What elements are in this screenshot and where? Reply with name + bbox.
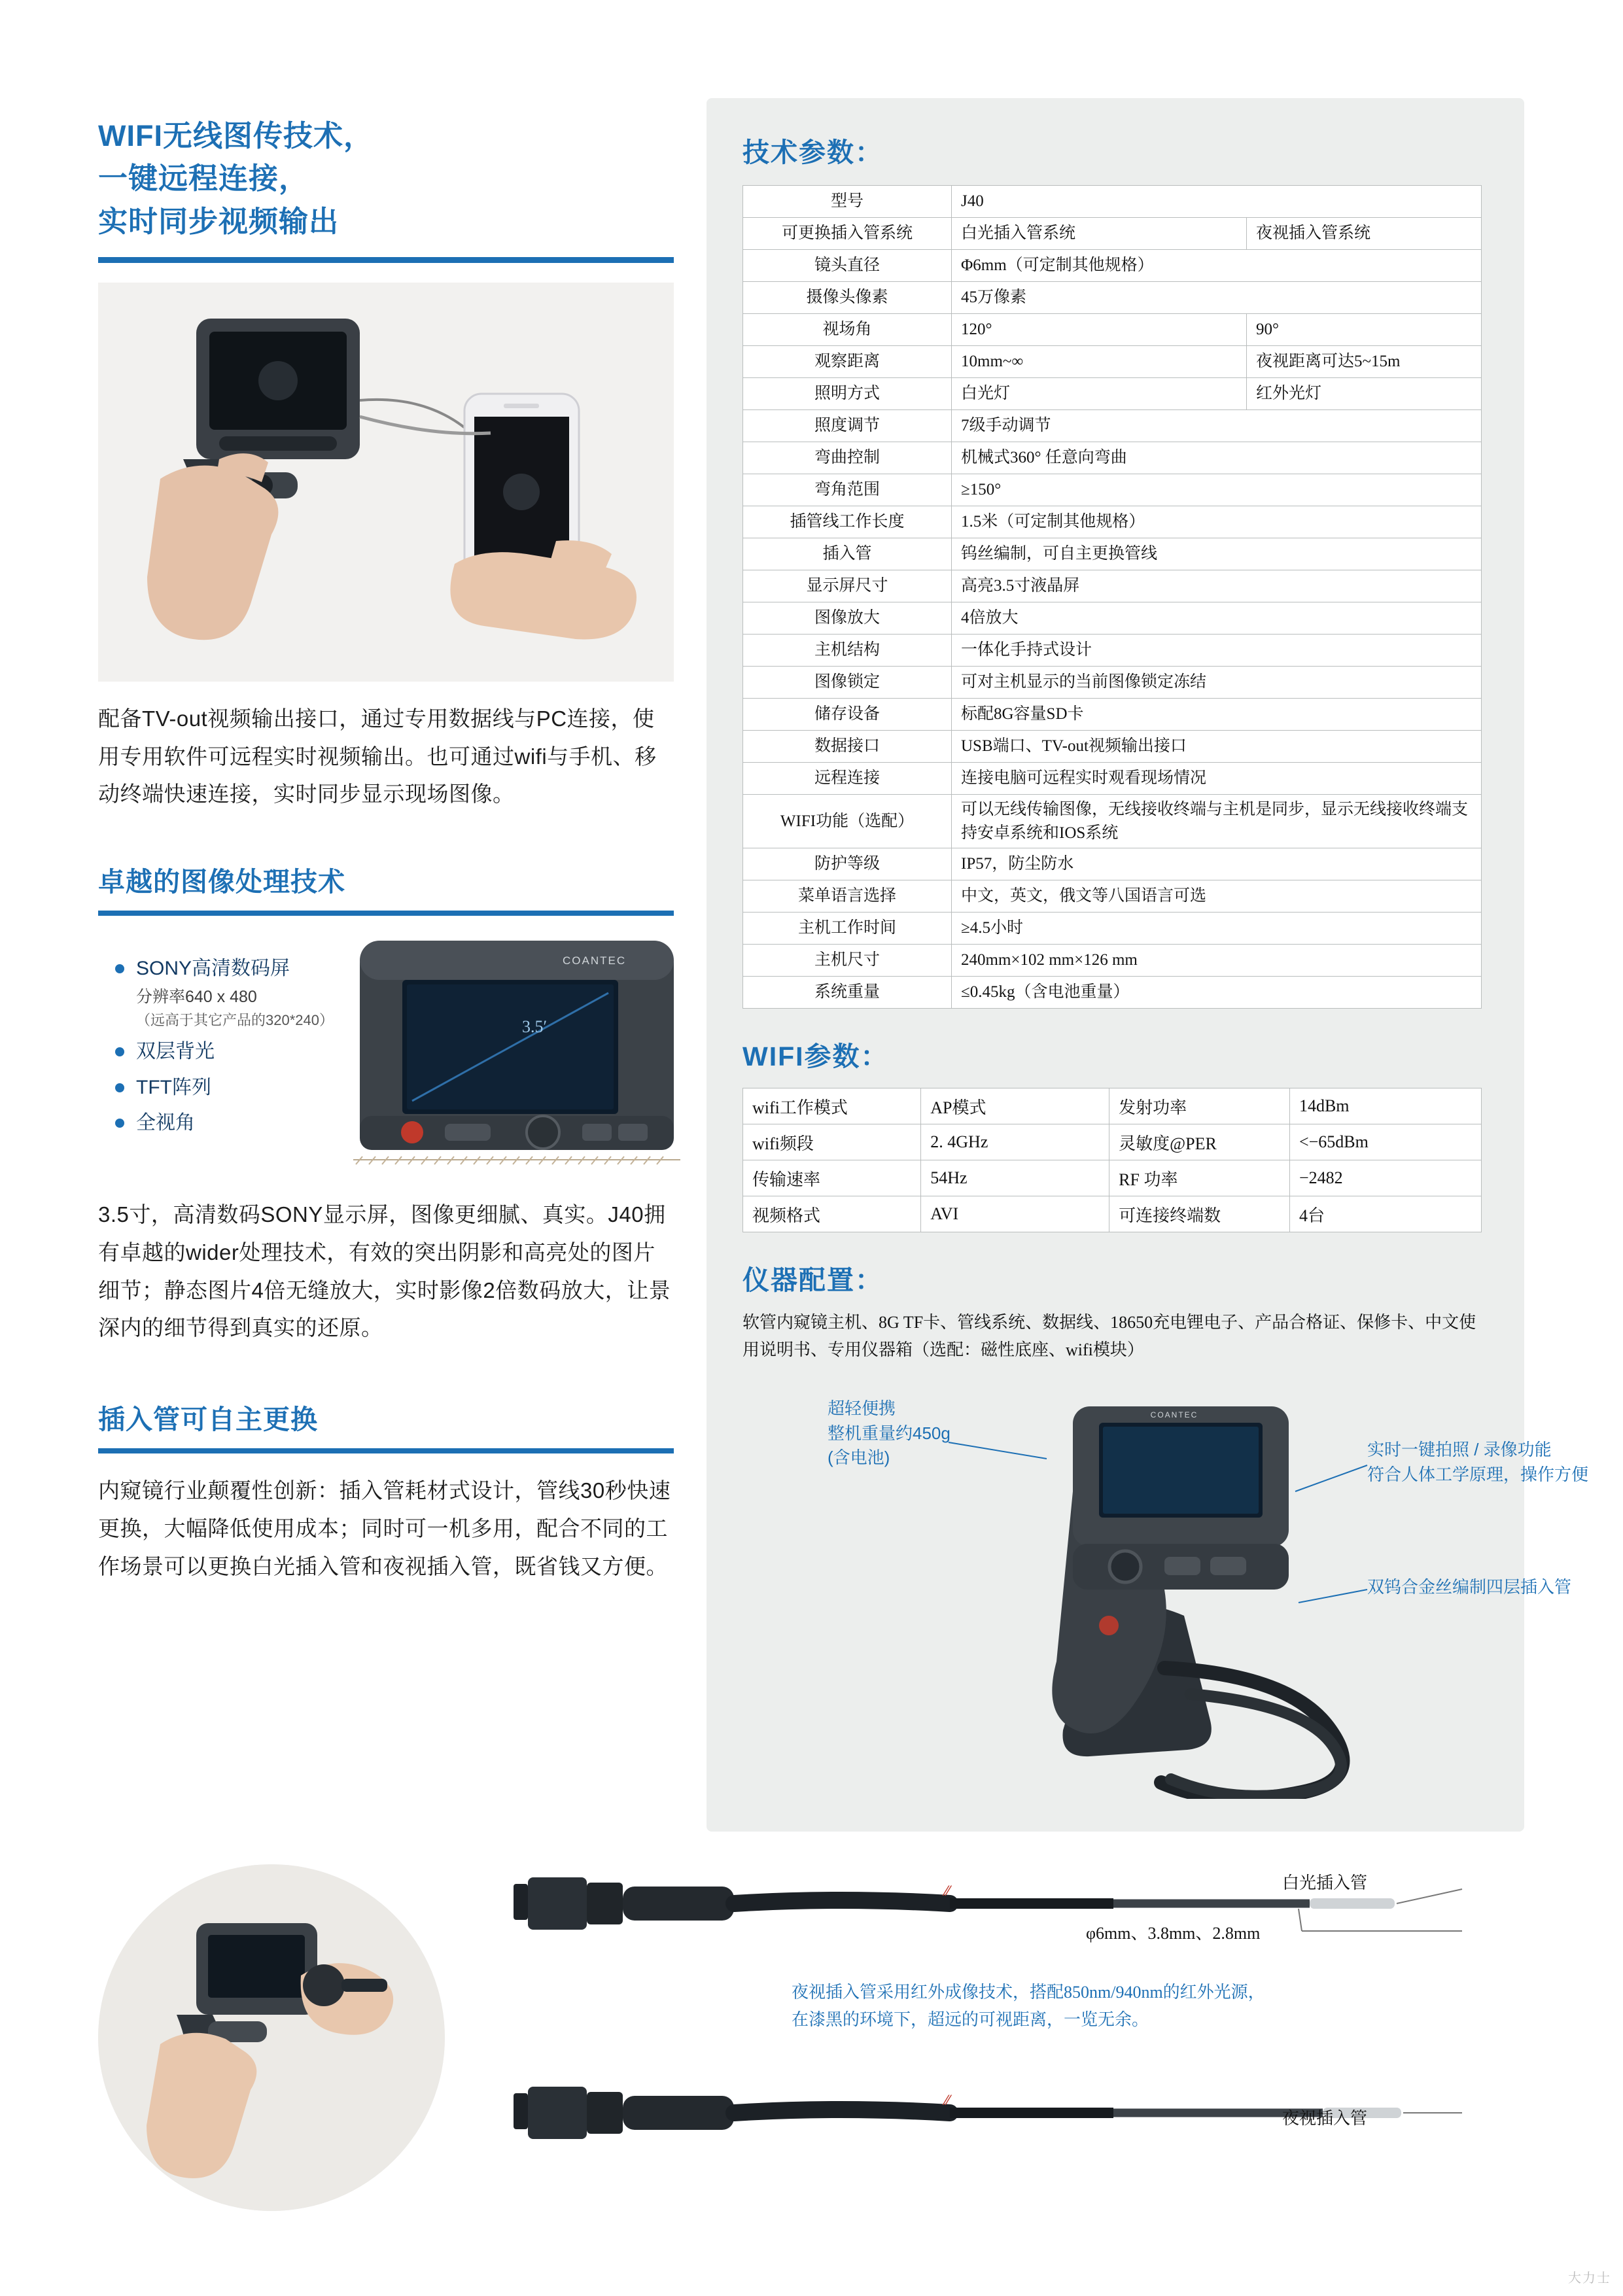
wifi-key-2: 可连接终端数 [1109, 1196, 1290, 1232]
table-row [743, 913, 1482, 945]
bullet-label: 双层背光 [136, 1041, 215, 1063]
spec-value: J40 [952, 186, 1482, 218]
table-row [743, 186, 1482, 218]
svg-text:COANTEC: COANTEC [563, 954, 627, 967]
table-row [743, 945, 1482, 977]
wifi-value-1: 2. 4GHz [921, 1124, 1109, 1160]
spec-value: Φ6mm（可定制其他规格） [952, 250, 1482, 282]
bottom-section [0, 1851, 1623, 2296]
wifi-key-1: wifi工作模式 [743, 1088, 921, 1124]
spec-value: 标配8G容量SD卡 [952, 699, 1482, 731]
wifi-value-2: 14dBm [1289, 1088, 1481, 1124]
watermark: 大力士 [1568, 2271, 1611, 2286]
night-probe-label: 夜视插入管 [1282, 2109, 1368, 2128]
table-row [743, 442, 1482, 474]
spec-key: 弯曲控制 [743, 442, 952, 474]
spec-value: USB端口、TV-out视频输出接口 [952, 731, 1482, 763]
wifi-table-body [743, 1088, 1482, 1232]
table-row [743, 250, 1482, 282]
photo-tube-replacement-illustration [98, 1864, 445, 2211]
divider-wifi [98, 257, 674, 263]
spec-value: 钨丝编制，可自主更换管线 [952, 538, 1482, 570]
spec-key: 照明方式 [743, 378, 952, 410]
list-item [111, 1037, 334, 1068]
svg-text:COANTEC: COANTEC [1150, 1410, 1198, 1419]
wifi-headline-line-1: WIFI无线图传技术， [98, 119, 374, 152]
device-screen-svg [347, 934, 687, 1196]
spec-value: 120° [952, 314, 1247, 346]
callout-snapshot [1367, 1438, 1623, 1487]
table-row [743, 1124, 1482, 1160]
spec-value: 7级手动调节 [952, 410, 1482, 442]
wifi-value-2: <−65dBm [1289, 1124, 1481, 1160]
table-row [743, 538, 1482, 570]
table-row [743, 474, 1482, 506]
spec-key: 图像放大 [743, 602, 952, 635]
list-item [111, 1108, 334, 1139]
spec-table-body [743, 186, 1482, 1009]
table-row [743, 1196, 1482, 1232]
table-row [743, 378, 1482, 410]
image-processing-block [98, 934, 674, 1196]
spec-value: ≥150° [952, 474, 1482, 506]
section-title-replaceable-tube: 插入管可自主更换 [98, 1404, 318, 1435]
spec-key: 照度调节 [743, 410, 952, 442]
spec-key: 主机工作时间 [743, 913, 952, 945]
spec-value: IP57，防尘防水 [952, 848, 1482, 880]
wifi-value-1: 54Hz [921, 1160, 1109, 1196]
spec-key: 型号 [743, 186, 952, 218]
spec-key: 数据接口 [743, 731, 952, 763]
spec-value: 连接电脑可远程实时观看现场情况 [952, 763, 1482, 795]
divider-image-processing [98, 911, 674, 916]
wifi-table [742, 1088, 1482, 1232]
wifi-key-1: 视频格式 [743, 1196, 921, 1232]
spec-value: 可对主机显示的当前图像锁定冻结 [952, 667, 1482, 699]
wifi-key-1: wifi频段 [743, 1124, 921, 1160]
spec-value-2: 夜视插入管系统 [1247, 218, 1482, 250]
photo-wifi-demo [98, 283, 674, 682]
table-row [743, 282, 1482, 314]
night-vision-probe-illustration [487, 2067, 1508, 2198]
spec-value-2: 红外光灯 [1247, 378, 1482, 410]
wifi-value-1: AP模式 [921, 1088, 1109, 1124]
right-panel-inner [742, 131, 1505, 1363]
left-column [98, 114, 674, 1585]
spec-value-2: 夜视距离可达5~15m [1247, 346, 1482, 378]
callout-tube [1367, 1575, 1623, 1600]
spec-key: 镜头直径 [743, 250, 952, 282]
table-row [743, 570, 1482, 602]
spec-value-2: 90° [1247, 314, 1482, 346]
spec-key: 可更换插入管系统 [743, 218, 952, 250]
wifi-value-2: −2482 [1289, 1160, 1481, 1196]
spec-value: 4倍放大 [952, 602, 1482, 635]
table-row [743, 410, 1482, 442]
callout-weight-line-1: 超轻便携 [828, 1399, 896, 1418]
spec-key: 插管线工作长度 [743, 506, 952, 538]
list-item [111, 1073, 334, 1104]
spec-key: WIFI功能（选配） [743, 795, 952, 848]
section-title-image-processing: 卓越的图像处理技术 [98, 867, 345, 897]
spec-value: 可以无线传输图像，无线接收终端与主机是同步，显示无线接收终端支持安卓系统和IOS系统 [952, 795, 1482, 848]
spec-key: 摄像头像素 [743, 282, 952, 314]
callout-tube-line-1: 双钨合金丝编制四层插入管 [1367, 1577, 1572, 1597]
wifi-paragraph: 配备TV-out视频输出接口，通过专用数据线与PC连接，使用专用软件可远程实时视频输出。也可通过wifi与手机、移动终端快速连接，实时同步显示现场图像。 [98, 706, 657, 807]
table-row [743, 218, 1482, 250]
table-row [743, 667, 1482, 699]
wifi-headline-line-3: 实时同步视频输出 [98, 204, 340, 238]
wifi-table-title: WIFI参数： [742, 1041, 889, 1071]
spec-value: 白光灯 [952, 378, 1247, 410]
table-row [743, 506, 1482, 538]
spec-key: 菜单语言选择 [743, 880, 952, 913]
callout-weight-line-3: (含电池) [828, 1448, 890, 1468]
spec-table [742, 185, 1482, 1009]
spec-key: 显示屏尺寸 [743, 570, 952, 602]
table-row [743, 795, 1482, 848]
wifi-key-2: 灵敏度@PER [1109, 1124, 1290, 1160]
spec-value: 白光插入管系统 [952, 218, 1247, 250]
spec-value: 机械式360° 任意向弯曲 [952, 442, 1482, 474]
spec-key: 储存设备 [743, 699, 952, 731]
wifi-value-1: AVI [921, 1196, 1109, 1232]
table-row [743, 977, 1482, 1009]
config-title: 仪器配置： [742, 1265, 883, 1295]
device-screen-illustration [347, 934, 687, 1176]
spec-key: 远程连接 [743, 763, 952, 795]
spec-key: 弯角范围 [743, 474, 952, 506]
spec-key: 防护等级 [743, 848, 952, 880]
screen-size-text: 3.5′ [522, 1017, 548, 1036]
spec-value: 高亮3.5寸液晶屏 [952, 570, 1482, 602]
spec-value: 1.5米（可定制其他规格） [952, 506, 1482, 538]
bullet-sub2: （远高于其它产品的320*240） [136, 1012, 334, 1029]
wifi-value-2: 4台 [1289, 1196, 1481, 1232]
table-row [743, 880, 1482, 913]
spec-key: 系统重量 [743, 977, 952, 1009]
spec-value: 240mm×102 mm×126 mm [952, 945, 1482, 977]
spec-key: 观察距离 [743, 346, 952, 378]
config-text: 软管内窥镜主机、8G TF卡、管线系统、数据线、18650充电锂电子、产品合格证、保修卡、中文使用说明书、专用仪器箱（选配：磁性底座、wifi模块） [742, 1313, 1476, 1359]
image-processing-bullets [111, 954, 334, 1144]
device-callout-block [707, 1328, 1589, 1799]
spec-value: 10mm~∞ [952, 346, 1247, 378]
white-probe-label: 白光插入管 [1282, 1873, 1368, 1892]
spec-key: 插入管 [743, 538, 952, 570]
callout-weight-line-2: 整机重量约450g [828, 1423, 951, 1443]
table-row [743, 602, 1482, 635]
list-item [111, 954, 334, 1032]
svg-text:⁄⁄: ⁄⁄ [945, 2092, 951, 2108]
table-row [743, 848, 1482, 880]
spec-value: ≤0.45kg（含电池重量） [952, 977, 1482, 1009]
replaceable-tube-paragraph: 内窥镜行业颠覆性创新：插入管耗材式设计，管线30秒快速更换，大幅降低使用成本；同时可一机多用，配合不同的工作场景可以更换白光插入管和夜视插入管，既省钱又方便。 [98, 1478, 671, 1578]
bullet-label: SONY高清数码屏 [136, 958, 290, 979]
table-row [743, 763, 1482, 795]
night-vision-description-line-1: 夜视插入管采用红外成像技术，搭配850nm/940nm的红外光源， [792, 1983, 1265, 2002]
table-row [743, 699, 1482, 731]
callout-weight [828, 1397, 1024, 1470]
table-row [743, 1088, 1482, 1124]
wifi-key-2: RF 功率 [1109, 1160, 1290, 1196]
wifi-key-2: 发射功率 [1109, 1088, 1290, 1124]
table-row [743, 635, 1482, 667]
spec-value: 中文，英文，俄文等八国语言可选 [952, 880, 1482, 913]
svg-text:⁄⁄: ⁄⁄ [945, 1883, 951, 1899]
spec-key: 主机尺寸 [743, 945, 952, 977]
bullet-label: TFT阵列 [136, 1076, 211, 1098]
spec-value: 一体化手持式设计 [952, 635, 1482, 667]
image-processing-paragraph: 3.5寸，高清数码SONY显示屏，图像更细腻、真实。J40拥有卓越的wider处理技术，有效的突出阴影和高亮处的图片细节；静态图片4倍无缝放大，实时影像2倍数码放大，让景深内的细节得到真实的还原。 [98, 1202, 671, 1340]
night-vision-description [792, 1979, 1524, 2033]
wifi-headline-line-2: 一键远程连接， [98, 162, 309, 196]
callout-snapshot-line-1: 实时一键拍照 / 录像功能 [1367, 1440, 1552, 1459]
white-probe-spec: φ6mm、3.8mm、2.8mm [1086, 1924, 1261, 1943]
spec-value: ≥4.5小时 [952, 913, 1482, 945]
table-row [743, 1160, 1482, 1196]
wifi-key-1: 传输速率 [743, 1160, 921, 1196]
wifi-headline [98, 114, 674, 243]
right-panel [707, 98, 1589, 1832]
photo-wifi-demo-illustration [98, 283, 674, 682]
spec-key: 图像锁定 [743, 667, 952, 699]
photo-tube-replacement [98, 1864, 445, 2211]
callout-snapshot-line-2: 符合人体工学原理，操作方便 [1367, 1464, 1589, 1484]
spec-value: 45万像素 [952, 282, 1482, 314]
table-row [743, 314, 1482, 346]
divider-replaceable-tube [98, 1448, 674, 1453]
bullet-label: 全视角 [136, 1112, 195, 1134]
table-row [743, 731, 1482, 763]
night-vision-description-line-2: 在漆黑的环境下，超远的可视距离，一览无余。 [792, 2009, 1149, 2029]
bullet-sub: 分辨率640 x 480 [136, 987, 257, 1006]
spec-key: 视场角 [743, 314, 952, 346]
spec-table-title: 技术参数： [742, 137, 883, 167]
table-row [743, 346, 1482, 378]
spec-key: 主机结构 [743, 635, 952, 667]
